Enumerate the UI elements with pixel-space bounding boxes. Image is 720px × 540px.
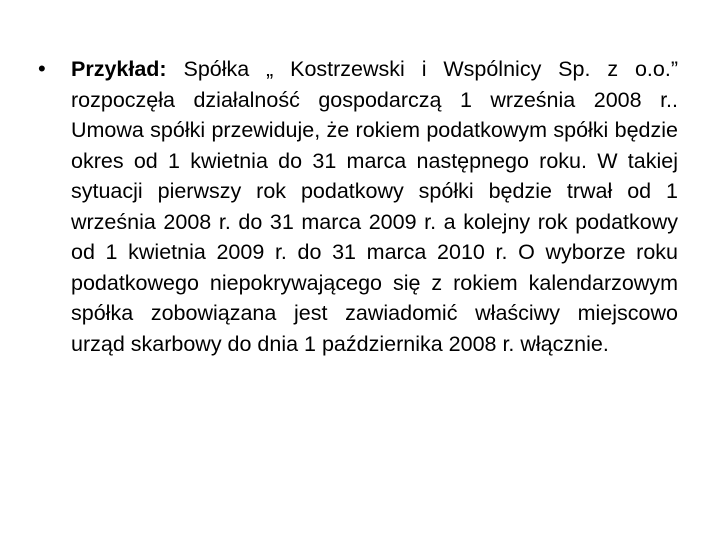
bullet-body: Spółka „ Kostrzewski i Wspólnicy Sp. z o.o.” rozpoczęła działalność gospodarczą 1 września 2008 r.. Umowa spółki przewiduje, że rokiem podatkowym spółki będzie okres od 1 kwietnia do 31 marca następnego roku. W takiej sytuacji pierwszy rok podatkowy spółki będzie trwał od 1 września 2008 r. do 31 marca 2009 r. a kolejny rok podatkowy od 1 kwietnia 2009 r. do 31 marca 2010 r. O wyborze roku podatkowego niepokrywającego się z rokiem kalendarzowym spółka zobowiązana jest zawiadomić właściwy miejscowo urząd skarbowy do dnia 1 października 2008 r. włącznie.: [71, 57, 678, 356]
bullet-marker: •: [38, 56, 46, 81]
bullet-item: [38, 54, 678, 359]
bullet-lead: Przykład:: [71, 57, 167, 81]
bullet-text: [71, 54, 678, 359]
